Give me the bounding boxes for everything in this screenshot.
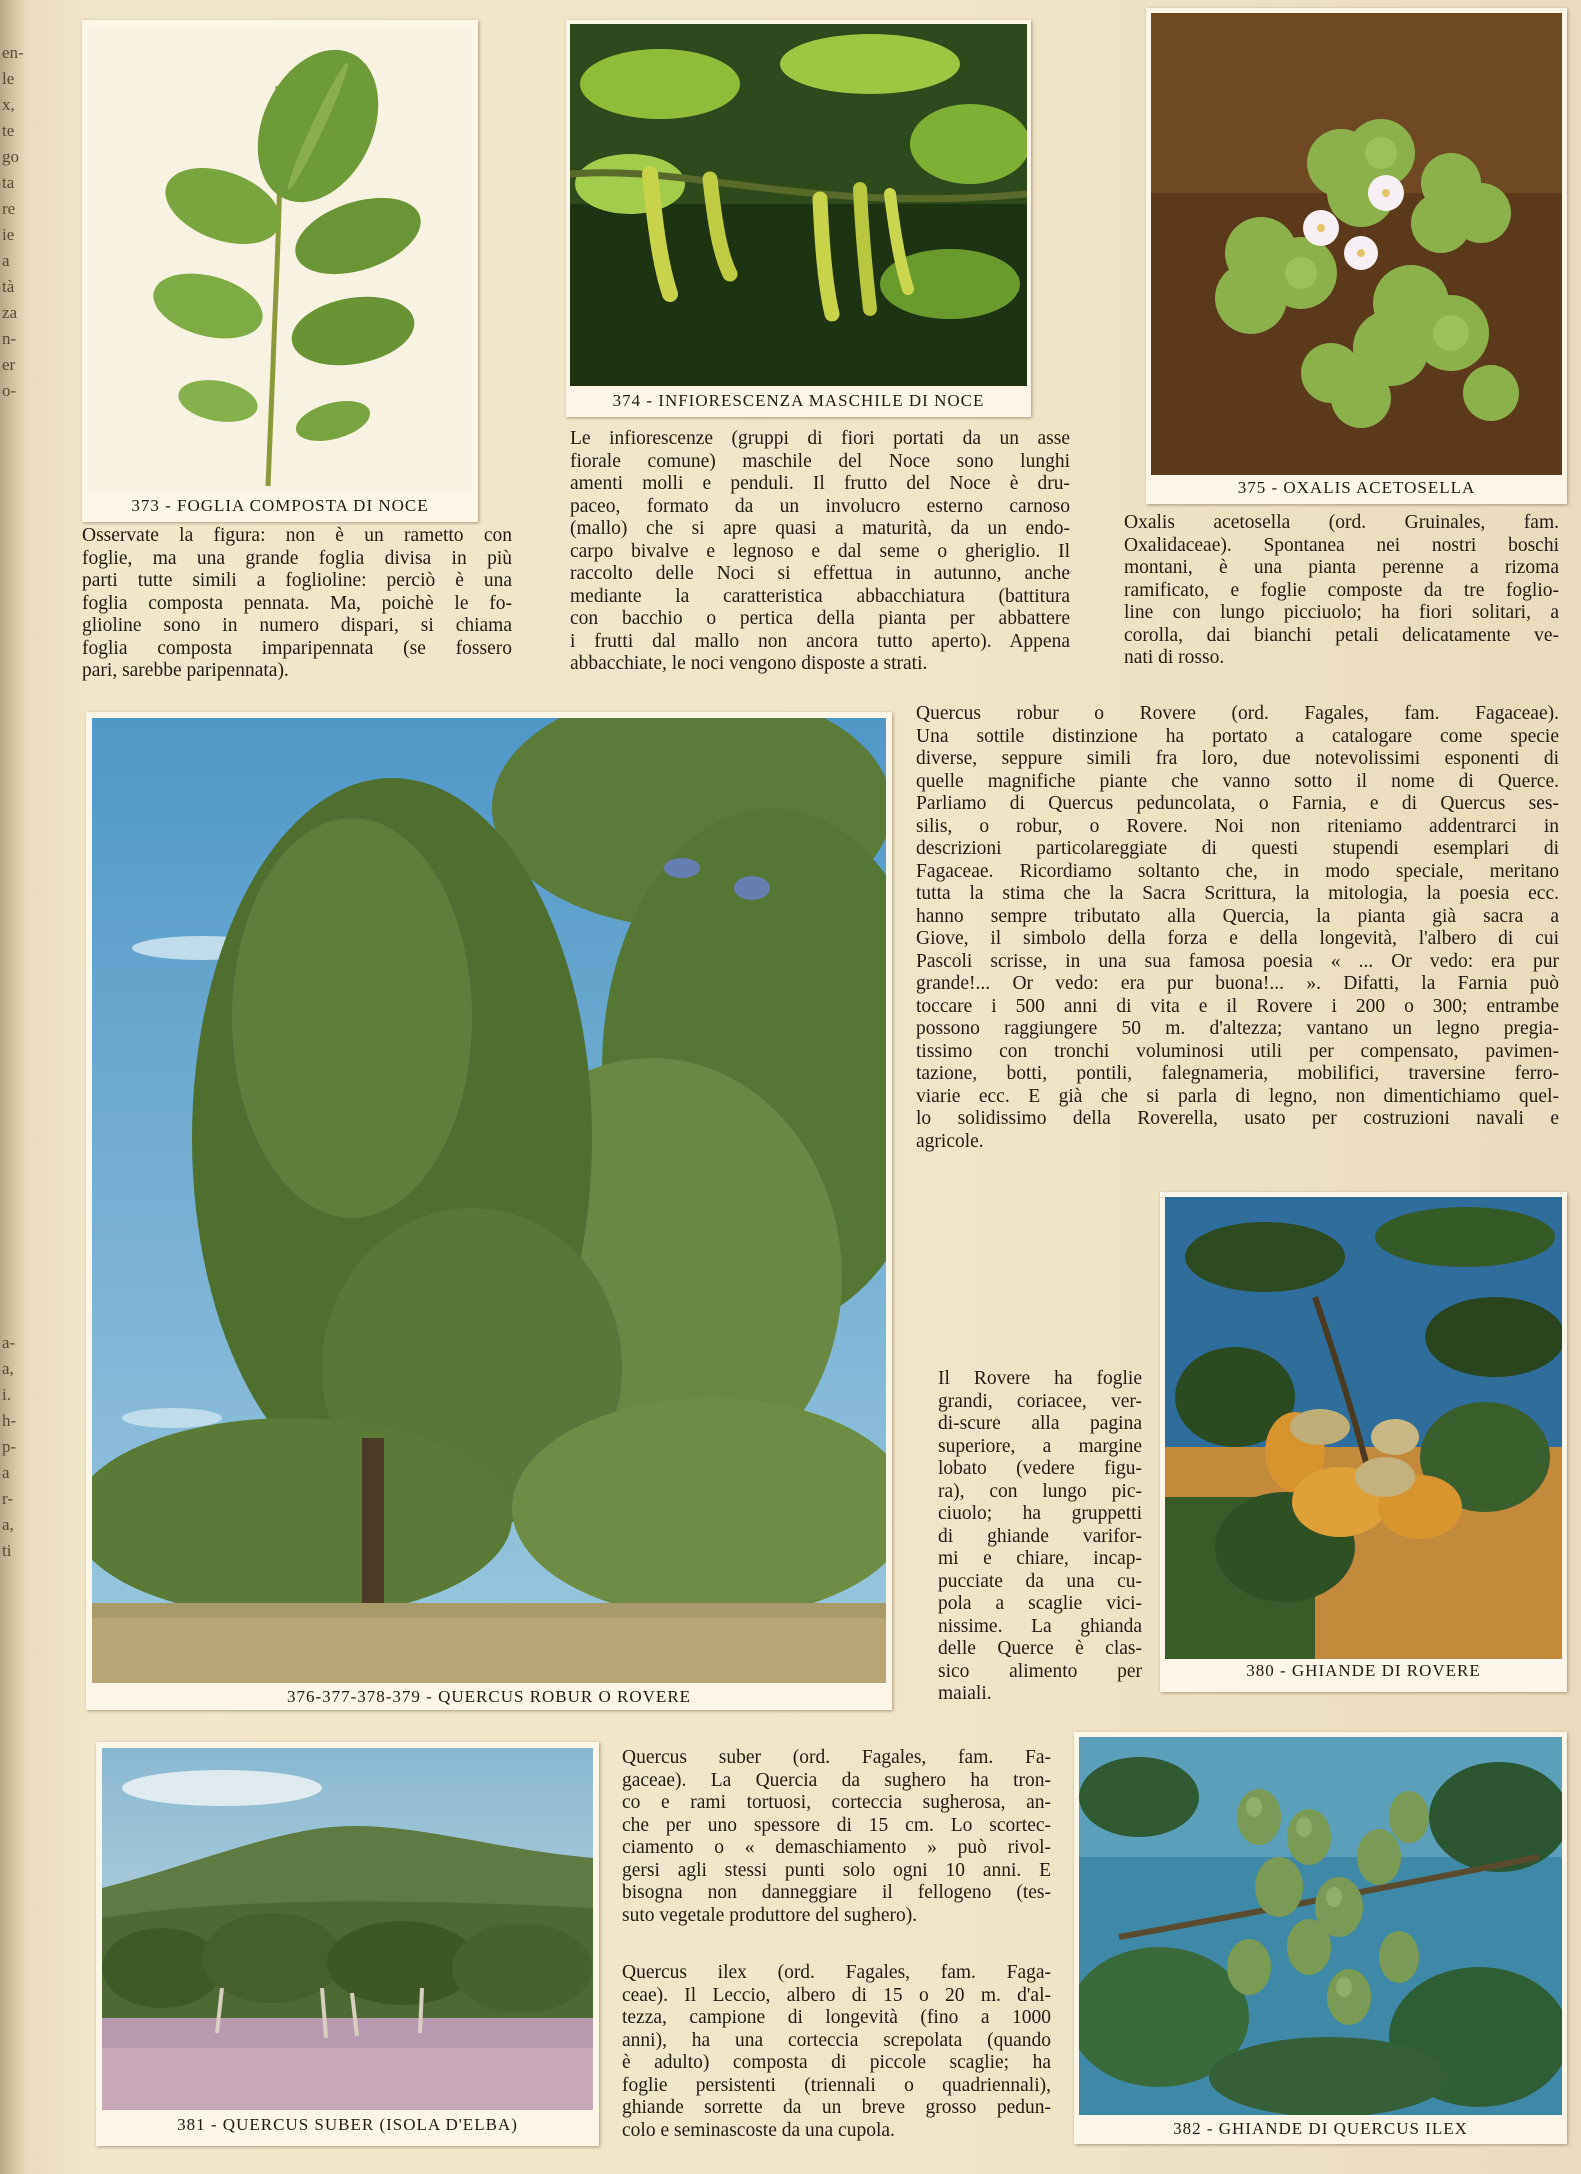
text-line: paceo, formato da un involucro esterno carnoso — [570, 495, 1070, 517]
gutter-fragment: ta — [2, 173, 15, 192]
text-line: maiali. — [938, 1683, 992, 1704]
text-line: tazione, botti, pontili, falegnameria, mobilifici, traversine ferro- — [916, 1063, 1559, 1084]
gutter-fragment: go — [2, 147, 19, 166]
walnut-catkins-illustration — [570, 24, 1027, 386]
figure-caption: 380 - GHIANDE DI ROVERE — [1246, 1661, 1481, 1680]
text-line: lo solidissimo della Roverella, usato per costruzioni navali e — [916, 1108, 1559, 1129]
oxalis-photo — [1151, 13, 1562, 475]
text-line: mediante la caratteristica abbacchiatura (battitura — [570, 585, 1070, 607]
walnut-catkins-photo — [570, 24, 1027, 386]
figure-381 — [96, 1742, 599, 2146]
text-line: ghiande sorrette da un breve grosso pedun- — [622, 2097, 1051, 2118]
text-line: lobato (vedere figu- — [938, 1458, 1142, 1479]
text-line: Quercus suber (ord. Fagales, fam. Fa- — [622, 1747, 1051, 1768]
figure-376-379 — [86, 712, 892, 1710]
text-noce — [570, 428, 1070, 676]
text-line: Fagaceae. Ricordiamo soltanto che, in modo speciale, meritano — [916, 860, 1559, 882]
text-line: (mallo) che si apre quasi a maturità, da un endo- — [570, 518, 1070, 539]
text-line: foglia composta imparipennata (se fossero — [82, 637, 512, 659]
text-line: tutta la stima che la Sacra Scrittura, la mitologia, la poesia ecc. — [916, 883, 1559, 904]
quercus-suber-illustration — [102, 1748, 593, 2110]
gutter-fragment: te — [2, 121, 15, 140]
text-line: pola a scaglie vici- — [938, 1593, 1142, 1614]
text-foglia-composta — [82, 525, 512, 683]
previous-page-text-bottom — [2, 1330, 26, 1564]
rovere-acorns-illustration — [1165, 1197, 1562, 1659]
text-line: colo e seminascoste da una cupola. — [622, 2119, 895, 2141]
text-line: co e rami tortuosi, corteccia sugherosa, an- — [622, 1792, 1051, 1813]
gutter-fragment: a, — [2, 1515, 14, 1534]
text-line: possono raggiungere 50 m. d'altezza; vantano un legno pregia- — [916, 1018, 1559, 1039]
text-line: delle Querce è clas- — [938, 1638, 1142, 1659]
text-line: Osservate la figura: non è un rametto con — [82, 525, 512, 546]
walnut-leaf-illustration — [88, 26, 472, 490]
text-line: i frutti dal mallo non ancora tutto aperto). Appena — [570, 630, 1070, 652]
figure-caption: 375 - OXALIS ACETOSELLA — [1237, 478, 1476, 497]
oxalis-illustration — [1151, 13, 1562, 475]
text-line: tissimo con tronchi voluminosi utili per compensato, pavimen- — [916, 1040, 1559, 1062]
text-line: viarie ecc. E già che si parla di legno, non dimentichiamo quel- — [916, 1085, 1559, 1107]
text-quercus-suber — [622, 1747, 1051, 1927]
text-line: Quercus robur o Rovere (ord. Fagales, fam. Fagaceae). — [916, 703, 1559, 724]
text-line: gaceae). La Quercia da sughero ha tron- — [622, 1769, 1051, 1791]
text-line: nati di rosso. — [1124, 647, 1225, 668]
quercus-suber-photo — [102, 1748, 593, 2110]
gutter-fragment: a, — [2, 1359, 14, 1378]
figure-caption: 382 - GHIANDE DI QUERCUS ILEX — [1173, 2119, 1468, 2138]
text-line: Pascoli scrisse, in una sua famosa poesia « ... Or vedo: era pur — [916, 950, 1559, 972]
text-line: che per uno spessore di 15 cm. Lo scortec- — [622, 1814, 1051, 1836]
gutter-fragment: za — [2, 303, 18, 322]
figure-373 — [82, 20, 478, 522]
text-line: raccolto delle Noci si effettua in autunno, anche — [570, 563, 1070, 584]
text-line: amenti molli e penduli. Il frutto del Noce è dru- — [570, 473, 1070, 494]
gutter-fragment: tà — [2, 277, 15, 296]
text-line: corolla, dai bianchi petali delicatamente ve- — [1124, 624, 1559, 646]
text-line: Una sottile distinzione ha portato a catalogare come specie — [916, 725, 1559, 747]
text-line: quelle magnifiche piante che vanno sotto il nome di Querce. — [916, 770, 1559, 792]
gutter-fragment: r- — [2, 1489, 13, 1508]
gutter-fragment: x, — [2, 95, 15, 114]
figure-caption: 374 - INFIORESCENZA MASCHILE DI NOCE — [612, 391, 985, 410]
text-oxalis — [1124, 512, 1559, 670]
text-line: ciuolo; ha gruppetti — [938, 1503, 1142, 1524]
text-line: tezza, campione di longevità (fino a 1000 — [622, 2007, 1051, 2028]
figure-374 — [566, 20, 1031, 417]
gutter-fragment: i. — [2, 1385, 11, 1404]
text-quercus-ilex — [622, 1962, 1051, 2142]
gutter-fragment: en- — [2, 43, 24, 62]
gutter-fragment: re — [2, 199, 16, 218]
text-line: parti tutte simili a foglioline: perciò è una — [82, 570, 512, 591]
walnut-leaf-photo — [88, 26, 472, 490]
gutter-fragment: o- — [2, 381, 17, 400]
gutter-fragment: a- — [2, 1333, 16, 1352]
figure-380 — [1160, 1192, 1567, 1692]
quercus-ilex-acorns-photo — [1079, 1737, 1562, 2115]
text-line: carpo bivalve e legnoso e dal seme o gheriglio. Il — [570, 540, 1070, 562]
text-line: Il Rovere ha foglie — [938, 1368, 1142, 1389]
text-line: suto vegetale produttore del sughero). — [622, 1904, 918, 1926]
text-line: hanno sempre tributato alla Quercia, la pianta già sacra a — [916, 905, 1559, 927]
text-line: foglie persistenti (triennali o quadriennali), — [622, 2074, 1051, 2096]
figure-375 — [1146, 8, 1567, 504]
text-quercus-robur — [916, 703, 1559, 1153]
text-line: con bacchio o pertica della pianta per abbattere — [570, 608, 1070, 629]
quercus-ilex-acorns-illustration — [1079, 1737, 1562, 2115]
text-line: abbacchiate, le noci vengono disposte a strati. — [570, 653, 928, 674]
text-line: gersi agli stessi punti solo ogni 10 anni. E — [622, 1859, 1051, 1881]
gutter-fragment: h- — [2, 1411, 17, 1430]
gutter-fragment: a — [2, 251, 10, 270]
quercus-robur-photo — [92, 718, 886, 1683]
text-line: sico alimento per — [938, 1660, 1142, 1682]
figure-caption: 373 - FOGLIA COMPOSTA DI NOCE — [131, 496, 429, 515]
text-line: Oxalidaceae). Spontanea nei nostri boschi — [1124, 534, 1559, 556]
text-line: agricole. — [916, 1130, 984, 1152]
gutter-fragment: le — [2, 69, 15, 88]
gutter-fragment: er — [2, 355, 16, 374]
text-line: Parliamo di Quercus peduncolata, o Farnia, e di Quercus ses- — [916, 793, 1559, 814]
text-line: è adulto) composta di piccole scaglie; ha — [622, 2052, 1051, 2073]
gutter-fragment: ti — [2, 1541, 12, 1560]
quercus-robur-illustration — [92, 718, 886, 1683]
text-line: fiorale comune) maschile del Noce sono lunghi — [570, 450, 1070, 472]
binding-gutter — [0, 0, 26, 2174]
gutter-fragment: p- — [2, 1437, 17, 1456]
text-line: pucciate da una cu- — [938, 1570, 1142, 1592]
text-line: Quercus ilex (ord. Fagales, fam. Faga- — [622, 1962, 1051, 1983]
text-line: ceae). Il Leccio, albero di 15 o 20 m. d'al- — [622, 1984, 1051, 2006]
text-line: foglia composta pennata. Ma, poichè le fo- — [82, 592, 512, 614]
text-line: di-scure alla pagina — [938, 1413, 1142, 1434]
rovere-acorns-photo — [1165, 1197, 1562, 1659]
figure-caption: 376-377-378-379 - QUERCUS ROBUR O ROVERE — [286, 1687, 692, 1706]
text-line: grandi, coriacee, ver- — [938, 1390, 1142, 1412]
text-line: bisogna non danneggiare il fellogeno (tes- — [622, 1882, 1051, 1903]
figure-382 — [1074, 1732, 1567, 2144]
text-line: montani, è una pianta perenne a rizoma — [1124, 557, 1559, 578]
text-line: pari, sarebbe paripennata). — [82, 660, 289, 681]
text-line: Giove, il simbolo della forza e della longevità, l'albero di cui — [916, 928, 1559, 949]
text-line: superiore, a margine — [938, 1435, 1142, 1457]
text-line: foglie, ma una grande foglia divisa in più — [82, 547, 512, 569]
text-rovere — [938, 1368, 1142, 1706]
text-line: Oxalis acetosella (ord. Gruinales, fam. — [1124, 512, 1559, 533]
text-line: di ghiande varifor- — [938, 1525, 1142, 1547]
figure-caption: 381 - QUERCUS SUBER (ISOLA D'ELBA) — [177, 2115, 518, 2134]
previous-page-text-top — [2, 40, 26, 404]
text-line: grande!... Or vedo: era pur buona!... ». Difatti, la Farnia può — [916, 973, 1559, 994]
gutter-fragment: ie — [2, 225, 15, 244]
text-line: silis, o robur, o Rovere. Noi non riteniamo addentrarci in — [916, 815, 1559, 837]
text-line: diverse, seppure simili fra loro, due notevolissimi esponenti di — [916, 748, 1559, 769]
gutter-fragment: a — [2, 1463, 10, 1482]
text-line: ra), con lungo pic- — [938, 1480, 1142, 1502]
text-line: ciamento o « demaschiamento » può rivol- — [622, 1837, 1051, 1858]
text-line: anni), ha una corteccia screpolata (quando — [622, 2029, 1051, 2051]
text-line: mi e chiare, incap- — [938, 1548, 1142, 1569]
text-line: ramificato, e foglie composte da tre foglio- — [1124, 579, 1559, 601]
text-line: glioline sono in numero dispari, si chiama — [82, 615, 512, 636]
text-line: toccare i 500 anni di vita e il Rovere i 200 o 300; entrambe — [916, 995, 1559, 1017]
text-line: descrizioni particolareggiate di questi stupendi esemplari di — [916, 838, 1559, 859]
text-line: Le infiorescenze (gruppi di fiori portati da un asse — [570, 428, 1070, 449]
text-line: line con lungo picciuolo; ha fiori solitari, a — [1124, 602, 1559, 623]
text-line: nissime. La ghianda — [938, 1615, 1142, 1637]
gutter-fragment: n- — [2, 329, 17, 348]
